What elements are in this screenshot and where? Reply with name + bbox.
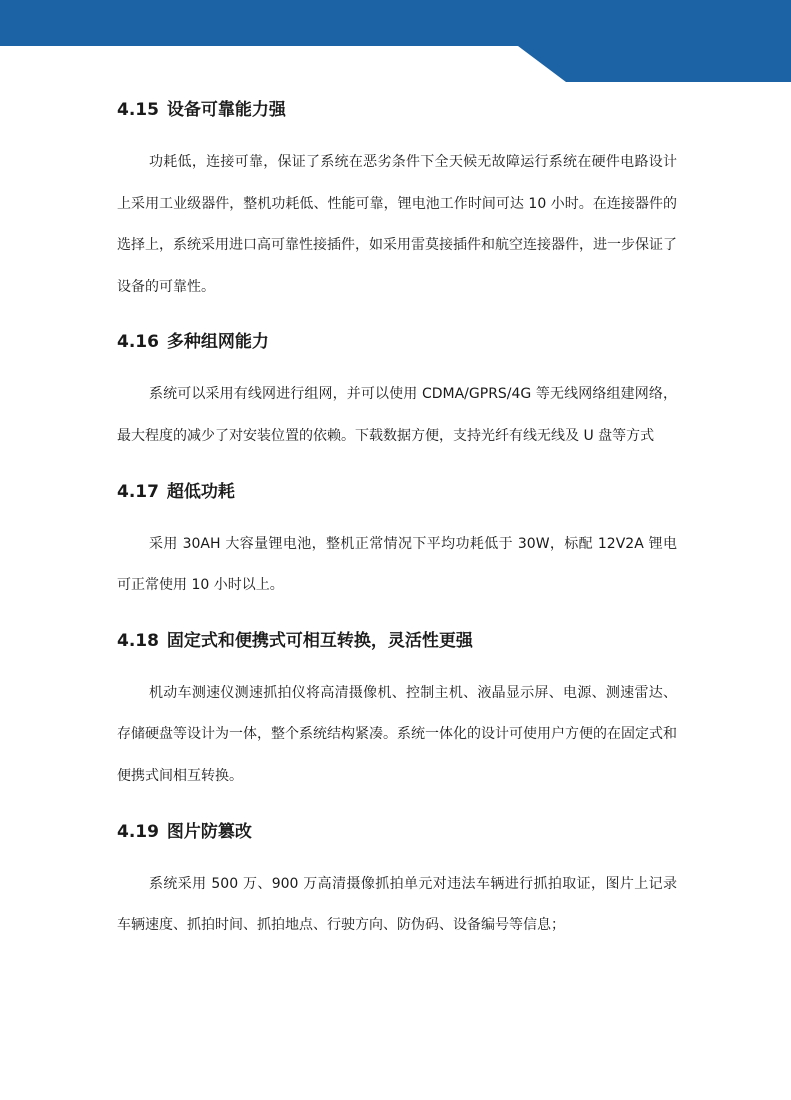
section-title: 设备可靠能力强 bbox=[166, 100, 286, 120]
section-heading bbox=[117, 623, 677, 659]
header-band bbox=[0, 0, 791, 82]
section-paragraph: 系统可以采用有线网进行组网，并可以使用 CDMA/GPRS/4G 等无线网络组建网络，最大程度的减少了对安装位置的依赖。下载数据方便，支持光纤有线无线及 U 盘等方式 bbox=[117, 386, 677, 444]
section-heading bbox=[117, 324, 677, 360]
section-title: 多种组网能力 bbox=[166, 332, 269, 353]
section-number: 4.15 bbox=[117, 100, 159, 120]
section-number: 4.17 bbox=[117, 481, 159, 502]
section-title: 超低功耗 bbox=[166, 481, 235, 502]
section-paragraph: 采用 30AH 大容量锂电池，整机正常情况下平均功耗低于 30W，标配 12V2A 锂电可正常使用 10 小时以上。 bbox=[117, 535, 677, 594]
section-heading bbox=[117, 474, 677, 510]
header-band-shape bbox=[0, 0, 791, 82]
section-title: 图片防篡改 bbox=[166, 821, 252, 842]
section-paragraph: 机动车测速仪测速抓拍仪将高清摄像机、控制主机、液晶显示屏、电源、测速雷达、存储硬盘等设计为一体，整个系统结构紧凑。系统一体化的设计可使用户方便的在固定式和便携式间相互转换。 bbox=[117, 684, 677, 784]
section-number: 4.19 bbox=[117, 821, 159, 842]
section-number: 4.16 bbox=[117, 332, 159, 353]
section-title: 固定式和便携式可相互转换，灵活性更强 bbox=[166, 630, 473, 651]
section-4-17 bbox=[117, 474, 677, 607]
section-4-15 bbox=[117, 92, 677, 308]
section-paragraph: 系统采用 500 万、900 万高清摄像抓拍单元对违法车辆进行抓拍取证，图片上记录车辆速度、抓拍时间、抓拍地点、行驶方向、防伪码、设备编号等信息； bbox=[117, 875, 677, 934]
section-4-18 bbox=[117, 623, 677, 798]
document-content bbox=[117, 92, 677, 963]
section-paragraph: 功耗低，连接可靠，保证了系统在恶劣条件下全天候无故障运行系统在硬件电路设计上采用工业级器件，整机功耗低、性能可靠，锂电池工作时间可达 10 小时。在连接器件的选择上，系统采用进口高可靠性接插件，如采用雷莫接插件和航空连接器件，进一步保证了设备的可靠性。 bbox=[117, 154, 677, 295]
section-heading bbox=[117, 814, 677, 850]
section-heading bbox=[117, 92, 677, 128]
section-4-16 bbox=[117, 324, 677, 457]
section-number: 4.18 bbox=[117, 630, 159, 651]
section-4-19 bbox=[117, 814, 677, 947]
